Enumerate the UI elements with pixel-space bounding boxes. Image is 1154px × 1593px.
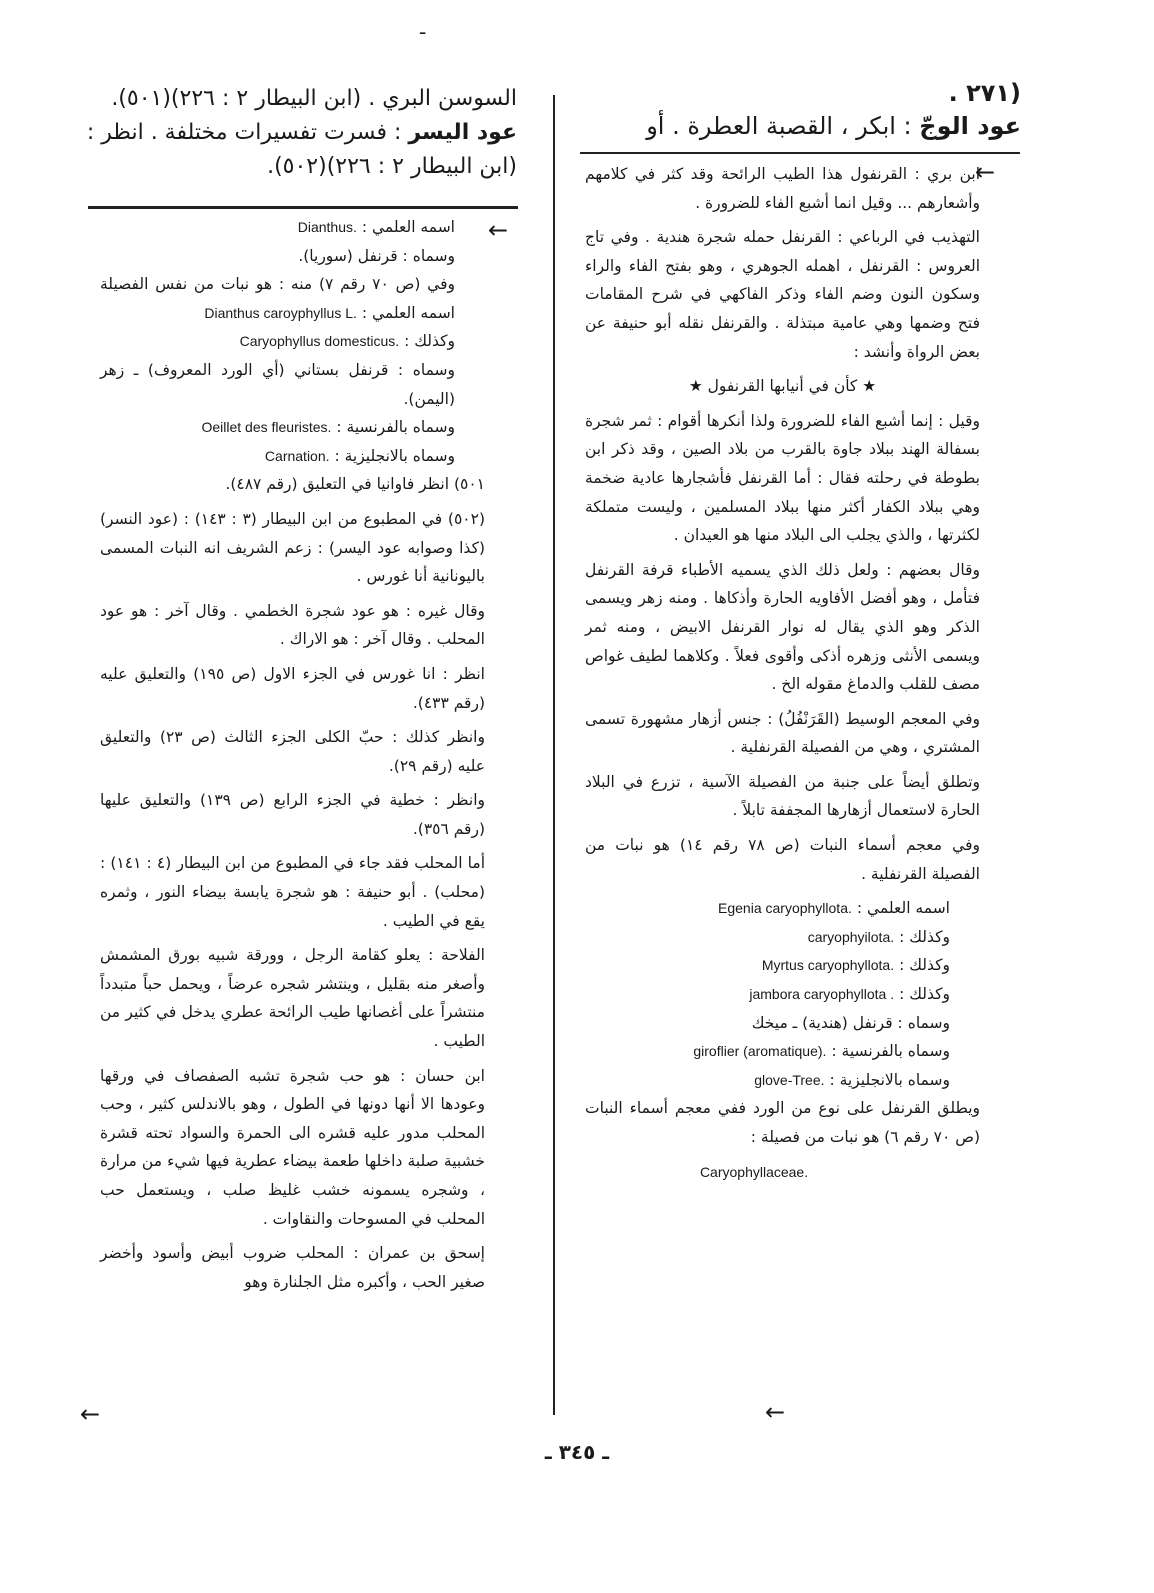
scientific-names-list: [585, 894, 980, 1094]
called-hindi: وسماه : قرنفل (هندية) ـ ميخك: [751, 1013, 950, 1032]
headline-term: عود الوجّ: [919, 112, 1021, 140]
headline: [583, 108, 1021, 144]
sci-entry: وسماه بالانجليزية : Carnation.: [264, 446, 455, 465]
footnote: انظر : انا غورس في الجزء الاول (ص ١٩٥) والتعليق عليه (رقم ٤٣٣).: [100, 664, 485, 712]
paragraph: التهذيب في الرباعي : القرنفل حمله شجرة هندية . وفي تاج العروس : القرنفل ، اهمله الجوهري ، وهو بفتح الفاء والراء وسكون النون وضم الفاء وذكر الفاكهي في شرح المقامات فتح وضمها وهي عامية مبتذلة . والقرنفل نقله أبو حنيفة عن بعض الرواة وأنشد :: [585, 228, 980, 361]
footnote: أما المحلب فقد جاء في المطبوع من ابن البيطار (٤ : ١٤١) : (محلب) . أبو حنيفة : هو شجرة يابسة بيضاء النور ، وثمره يقع في الطيب .: [100, 854, 486, 930]
arrow-left-icon: ←: [765, 1398, 786, 1426]
sci-entry: وكذلك : jambora caryophyllota .: [749, 985, 950, 1004]
paragraph: وفي معجم أسماء النبات (ص ٧٨ رقم ١٤) هو نبات من الفصيلة القرنفلية .: [585, 836, 980, 883]
right-header-rule: [580, 152, 1020, 154]
right-column-header: [583, 78, 1021, 144]
paragraph: وقال بعضهم : ولعل ذلك الذي يسميه الأطباء قرفة القرنفل فتأمل ، وهو أفضل الأفاويه الحارة وأذكاها . ومنه زهر ويسمى الذكر وهو الذي يقال له نوار القرنفل الابيض ، ومنه ثمر ويسمى الأنثى وزهره أذكى وأقوى فعلاً . وكلاهما لطيف غواص مصف للقلب والدماغ مقوله الخ .: [585, 560, 980, 694]
entry-continuation: السوسن البري . (ابن البيطار ٢ : ٢٢٦)(٥٠١).: [111, 86, 517, 111]
entry-term: عود اليسر: [408, 120, 517, 145]
called-french: وسماه بالفرنسية : giroflier (aromatique).: [693, 1042, 950, 1061]
paragraph: ويطلق القرنفل على نوع من الورد ففي معجم أسماء النبات (ص ٧٠ رقم ٦) هو نبات من فصيلة :: [585, 1099, 980, 1146]
headline-definition: : ابكر ، القصبة العطرة . أو: [646, 112, 912, 140]
footnote: ابن حسان : هو حب شجرة تشبه الصفصاف في ورقها وعودها الا أنها دونها في الطول ، وهو بالاندلس كثير ، وحب المحلب مدور عليه قشره الى الحمرة والسواد تحته قشرة خشبية صلبة داخلها طعمة بيضاء عطرية فيها شيء من مرارة ، وشجره يسمونه خشب غليظ صلب ، ويستعمل حب المحلب في المسوحات والنقاوات .: [100, 1066, 485, 1228]
left-column-header: [85, 82, 517, 184]
verse-line: ★ كأن في أنيابها القرنفول ★: [688, 377, 877, 396]
sci-entry: وسماه بالفرنسية : Oeillet des fleuristes.: [201, 418, 455, 437]
arrow-left-icon: ←: [975, 158, 996, 186]
footnote: الفلاحة : يعلو كقامة الرجل ، وورقة شبيه بورق المشمش وأصغر منه بقليل ، وينتشر شجره عرضاً ، ويحمل حباً متبدداً منتشراً على أغصانها طيب الرائحة عطري يدخل في كثير من الطيب .: [100, 946, 485, 1051]
left-header-rule: [88, 206, 518, 209]
sci-entry: اسمه العلمي : Egenia caryophyllota.: [718, 899, 950, 918]
footnote: ٥٠١) انظر فاوانيا في التعليق (رقم ٤٨٧).: [225, 475, 485, 494]
column-divider: [553, 95, 555, 1415]
sci-entry: وكذلك : Caryophyllus domesticus.: [239, 332, 455, 351]
arrow-left-icon: ←: [80, 1400, 101, 1428]
entry-heading: [85, 116, 517, 150]
paragraph: وقيل : إنما أشبع الفاء للضرورة ولذا أنكرها أقوام : ثمر شجرة بسفالة الهند ببلاد جاوة بالقرب من بلاد الصين ، وقد ذكر ابن بطوطة في رحلته فقال : أما القرنفل فأشجارها عادية ضخمة وهي ببلاد الكفار أكثر منها ببلاد المسلمين ، وليست متملكة لكثرتها ، والذي يجلب الى البلاد منها هو العيدان .: [585, 411, 980, 545]
footnote: وانظر : خطية في الجزء الرابع (ص ١٣٩) والتعليق عليها (رقم ٣٥٦).: [100, 791, 486, 838]
entry-definition: : فسرت تفسيرات مختلفة . انظر :: [86, 120, 402, 145]
page-ref: (٢٧١ .: [948, 79, 1021, 107]
footnote: وانظر كذلك : حبّ الكلى الجزء الثالث (ص ٢٣) والتعليق عليه (رقم ٢٩).: [100, 728, 485, 775]
arrow-left-icon: ←: [488, 216, 509, 244]
right-column-body: [585, 160, 980, 1186]
page-number: ـ ٣٤٥ ـ: [544, 1440, 610, 1464]
footnote: وقال غيره : هو عود شجرة الخطمي . وقال آخر : هو عود المحلب . وقال آخر : هو الاراك .: [100, 601, 485, 649]
paragraph: وفي المعجم الوسيط (القَرَنْفُلُ) : جنس أزهار مشهورة تسمى المشتري ، وهي من الفصيلة القرنفلية .: [585, 709, 980, 757]
sci-entry: وسماه : قرنفل (سوريا).: [298, 246, 455, 265]
top-mark: ـ: [420, 18, 426, 39]
family-latin: Caryophyllaceae.: [699, 1163, 809, 1180]
called-english: وسماه بالانجليزية : glove-Tree.: [754, 1070, 950, 1089]
footnote: (٥٠٢) في المطبوع من ابن البيطار (٣ : ١٤٣) : (عود النسر) (كذا وصوابه عود اليسر) : زعم الشريف انه النبات المسمى باليونانية أنا غورس .: [100, 509, 486, 586]
entry-reference: (ابن البيطار ٢ : ٢٢٦)(٥٠٢).: [267, 154, 517, 179]
sci-entry: وكذلك : Myrtus caryophyllota.: [761, 956, 950, 975]
paragraph: وتطلق أيضاً على جنبة من الفصيلة الآسية ، تزرع في البلاد الحارة لاستعمال أزهارها المجففة تابلاً .: [585, 772, 980, 820]
sci-entry: وفي (ص ٧٠ رقم ٧) منه : هو نبات من نفس الفصيلة اسمه العلمي : Dianthus caroyphyllus L.: [100, 275, 455, 322]
left-column-body: [100, 213, 485, 1302]
sci-entry: وسماه : قرنفل بستاني (أي الورد المعروف) ـ زهر (اليمن).: [100, 360, 455, 408]
sci-entry: اسمه العلمي : Dianthus.: [297, 218, 455, 236]
botanical-names: [100, 213, 485, 470]
footnote: إسحق بن عمران : المحلب ضروب أبيض وأسود وأخضر صغير الحب ، وأكبره مثل الجلنارة وهو: [100, 1244, 485, 1291]
sci-entry: وكذلك : caryophyilota.: [807, 927, 950, 946]
paragraph: ابن بري : القرنفول هذا الطيب الرائحة وقد كثر في كلامهم وأشعارهم ... وقيل انما أشبع الفاء للضرورة .: [585, 165, 980, 212]
